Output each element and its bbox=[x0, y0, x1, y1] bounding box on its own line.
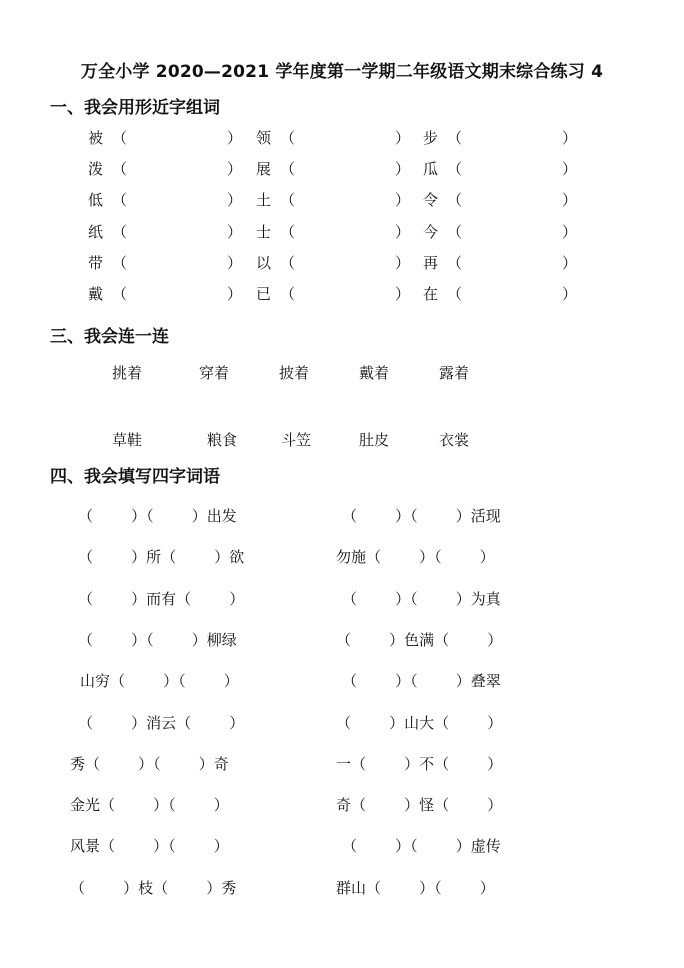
close-paren: ） bbox=[395, 160, 411, 179]
char-label: 士 bbox=[256, 222, 272, 241]
char-item bbox=[256, 253, 410, 273]
char-item bbox=[256, 159, 410, 179]
bottom-word[interactable]: 肚皮 bbox=[359, 431, 390, 449]
open-paren: （ bbox=[447, 285, 463, 303]
char-label: 被 bbox=[88, 129, 104, 147]
open-paren: （ bbox=[112, 129, 128, 147]
char-label: 以 bbox=[256, 253, 272, 272]
char-item bbox=[256, 128, 410, 148]
idiom-item[interactable]: （ ）山大（ ） bbox=[336, 713, 503, 732]
idiom-item[interactable]: （ ）（ ）出发 bbox=[78, 507, 237, 525]
idiom-item[interactable]: （ ）所（ ）欲 bbox=[78, 548, 245, 567]
idiom-item[interactable]: （ ）（ ）叠翠 bbox=[342, 672, 501, 691]
char-item bbox=[423, 222, 577, 242]
worksheet-title: 万全小学 2020—2021 学年度第一学期二年级语文期末综合练习 4 bbox=[80, 62, 604, 82]
idiom-item[interactable]: 风景（ ）（ ） bbox=[70, 837, 229, 856]
bottom-word[interactable]: 草鞋 bbox=[112, 431, 143, 449]
idiom-item[interactable]: （ ）（ ）活现 bbox=[342, 507, 501, 525]
char-label: 领 bbox=[256, 129, 272, 147]
open-paren: （ bbox=[447, 253, 463, 272]
close-paren: ） bbox=[227, 222, 243, 241]
close-paren: ） bbox=[227, 253, 243, 272]
char-label: 在 bbox=[423, 285, 439, 303]
close-paren: ） bbox=[395, 222, 411, 241]
char-label: 步 bbox=[423, 129, 439, 147]
char-item bbox=[256, 222, 410, 242]
close-paren: ） bbox=[395, 285, 411, 303]
char-item bbox=[423, 128, 577, 148]
open-paren: （ bbox=[112, 160, 128, 179]
open-paren: （ bbox=[112, 285, 128, 303]
open-paren: （ bbox=[447, 191, 463, 210]
char-label: 戴 bbox=[88, 285, 104, 303]
char-label: 泼 bbox=[88, 160, 104, 179]
idiom-item[interactable]: 秀（ ）（ ）奇 bbox=[70, 754, 229, 773]
char-item bbox=[88, 159, 242, 179]
close-paren: ） bbox=[562, 253, 578, 272]
open-paren: （ bbox=[112, 191, 128, 210]
close-paren: ） bbox=[395, 129, 411, 147]
char-item bbox=[88, 253, 242, 273]
idiom-item[interactable]: （ ）（ ）虚传 bbox=[342, 837, 501, 856]
char-item bbox=[88, 190, 242, 210]
bottom-word[interactable]: 斗笠 bbox=[281, 431, 312, 449]
idiom-item[interactable]: （ ）消云（ ） bbox=[78, 713, 245, 732]
idiom-item[interactable]: 山穷（ ）（ ） bbox=[80, 672, 239, 691]
idiom-item[interactable]: 一（ ）不（ ） bbox=[336, 754, 503, 773]
open-paren: （ bbox=[280, 191, 296, 210]
section4-heading: 四、我会填写四字词语 bbox=[50, 467, 220, 487]
close-paren: ） bbox=[562, 191, 578, 210]
section3-heading: 三、我会连一连 bbox=[50, 327, 169, 347]
top-word[interactable]: 挑着 bbox=[112, 364, 143, 382]
char-label: 已 bbox=[256, 285, 272, 303]
idiom-item[interactable]: 奇（ ）怪（ ） bbox=[336, 796, 503, 815]
char-item bbox=[88, 284, 242, 304]
close-paren: ） bbox=[562, 222, 578, 241]
char-label: 令 bbox=[423, 191, 439, 210]
char-item bbox=[423, 159, 577, 179]
open-paren: （ bbox=[112, 222, 128, 241]
open-paren: （ bbox=[280, 222, 296, 241]
close-paren: ） bbox=[395, 191, 411, 210]
idiom-item[interactable]: （ ）色满（ ） bbox=[336, 630, 503, 649]
char-label: 纸 bbox=[88, 222, 104, 241]
bottom-word[interactable]: 粮食 bbox=[207, 431, 238, 449]
idiom-item[interactable]: 勿施（ ）（ ） bbox=[336, 548, 495, 567]
close-paren: ） bbox=[227, 129, 243, 147]
top-word[interactable]: 披着 bbox=[279, 364, 310, 382]
open-paren: （ bbox=[112, 253, 128, 272]
char-label: 带 bbox=[88, 253, 104, 272]
section1-heading: 一、我会用形近字组词 bbox=[50, 98, 220, 118]
char-item bbox=[88, 128, 242, 148]
close-paren: ） bbox=[395, 253, 411, 272]
char-item bbox=[256, 284, 410, 304]
close-paren: ） bbox=[227, 160, 243, 179]
idiom-item[interactable]: 金光（ ）（ ） bbox=[70, 796, 229, 815]
open-paren: （ bbox=[280, 160, 296, 179]
top-word[interactable]: 戴着 bbox=[359, 364, 390, 382]
char-label: 低 bbox=[88, 191, 104, 210]
idiom-item[interactable]: （ ）枝（ ）秀 bbox=[70, 878, 237, 897]
idiom-item[interactable]: （ ）（ ）柳绿 bbox=[78, 630, 237, 649]
top-word[interactable]: 露着 bbox=[439, 364, 470, 382]
idiom-item[interactable]: 群山（ ）（ ） bbox=[336, 878, 495, 897]
close-paren: ） bbox=[227, 285, 243, 303]
open-paren: （ bbox=[447, 129, 463, 147]
idiom-item[interactable]: （ ）而有（ ） bbox=[78, 589, 245, 608]
close-paren: ） bbox=[227, 191, 243, 210]
open-paren: （ bbox=[447, 160, 463, 179]
idiom-item[interactable]: （ ）（ ）为真 bbox=[342, 589, 501, 608]
bottom-word[interactable]: 衣裳 bbox=[439, 431, 470, 449]
close-paren: ） bbox=[562, 129, 578, 147]
char-label: 土 bbox=[256, 191, 272, 210]
char-label: 展 bbox=[256, 160, 272, 179]
char-item bbox=[423, 253, 577, 273]
top-word[interactable]: 穿着 bbox=[199, 364, 230, 382]
close-paren: ） bbox=[562, 285, 578, 303]
char-label: 今 bbox=[423, 222, 439, 241]
open-paren: （ bbox=[280, 129, 296, 147]
open-paren: （ bbox=[280, 285, 296, 303]
close-paren: ） bbox=[562, 160, 578, 179]
open-paren: （ bbox=[280, 253, 296, 272]
char-label: 再 bbox=[423, 253, 439, 272]
char-item bbox=[423, 190, 577, 210]
char-item bbox=[256, 190, 410, 210]
open-paren: （ bbox=[447, 222, 463, 241]
char-item bbox=[88, 222, 242, 242]
char-label: 瓜 bbox=[423, 160, 439, 179]
char-item bbox=[423, 284, 577, 304]
